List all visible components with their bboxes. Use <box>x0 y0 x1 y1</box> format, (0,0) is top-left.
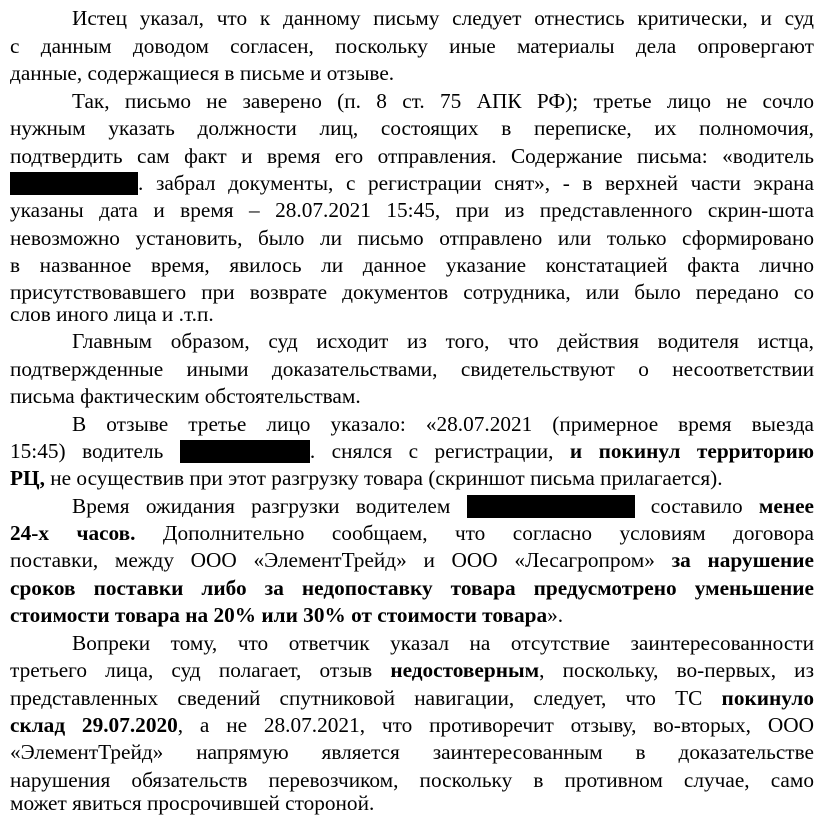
paragraph-5-line-4: сроков поставки либо за недопоставку товара предусмотрено уменьшение <box>10 576 814 600</box>
paragraph-6-line-3: представленных сведений спутниковой навигации, следует, что ТС покинуло <box>10 686 814 710</box>
paragraph-4-line-2: 15:45) водитель . снялся с регистрации, и покинул территорию <box>10 439 814 463</box>
paragraph-6-line-4: склад 29.07.2020, а не 28.07.2021, что противоречит отзыву, во-вторых, ООО <box>10 713 814 737</box>
paragraph-5-line-1: Время ожидания разгрузки водителем составило менее <box>72 494 814 518</box>
paragraph-2-line-6: невозможно установить, было ли письмо отправлено или только сформировано <box>10 226 814 250</box>
paragraph-6-line-7: может явиться просрочившей стороной. <box>10 791 375 815</box>
redacted-name-block <box>10 172 138 195</box>
paragraph-6-line-6: нарушения обязательств перевозчиком, поскольку в противном случае, само <box>10 768 814 792</box>
paragraph-5-line-2: 24-х часов. Дополнительно сообщаем, что согласно условиям договора <box>10 521 814 545</box>
paragraph-4-line-3: РЦ, не осуществив при этот разгрузку товара (скриншот письма прилагается). <box>10 466 723 490</box>
paragraph-2-line-1: Так, письмо не заверено (п. 8 ст. 75 АПК РФ); третье лицо не сочло <box>72 89 814 113</box>
redacted-name-block <box>467 495 635 518</box>
paragraph-6-line-2: третьего лица, суд полагает, отзыв недостоверным, поскольку, во-первых, из <box>10 658 814 682</box>
paragraph-1-line-1: Истец указал, что к данному письму следует отнестись критически, и суд <box>72 6 814 30</box>
paragraph-5-line-3: поставки, между ООО «ЭлементТрейд» и ООО «Лесагропром» за нарушение <box>10 548 815 572</box>
paragraph-6-line-5: «ЭлементТрейд» напрямую является заинтересованным в доказательстве <box>10 740 814 764</box>
paragraph-3-line-1: Главным образом, суд исходит из того, что действия водителя истца, <box>72 329 814 353</box>
paragraph-3-line-3: письма фактическим обстоятельствам. <box>10 384 361 408</box>
paragraph-3-line-2: подтвержденные иными доказательствами, свидетельствуют о несоответствии <box>10 357 814 381</box>
paragraph-2-line-2: нужным указать должности лиц, состоящих в переписке, их полномочия, <box>10 116 814 140</box>
paragraph-2-line-3: подтвердить сам факт и время его отправления. Содержание письма: «водитель <box>10 144 814 168</box>
redacted-name-block <box>180 440 310 463</box>
paragraph-2-line-5: указаны дата и время – 28.07.2021 15:45, при из представленного скрин-шота <box>10 198 814 222</box>
paragraph-2-line-8: присутствовавшего при возврате документов сотрудника, или было передано со <box>10 280 814 304</box>
paragraph-2-line-9: слов иного лица и .т.п. <box>10 302 214 326</box>
paragraph-1-line-2: с данным доводом согласен, поскольку иные материалы дела опровергают <box>10 34 814 58</box>
paragraph-2-line-7: в названное время, явилось ли данное указание констатацией факта лично <box>10 253 814 277</box>
paragraph-2-line-4: . забрал документы, с регистрации снят», - в верхней части экрана <box>10 170 814 196</box>
paragraph-5-line-5: стоимости товара на 20% или 30% от стоимости товара». <box>10 603 564 627</box>
paragraph-4-line-1: В отзыве третье лицо указало: «28.07.2021 (примерное время выезда <box>72 412 814 436</box>
paragraph-1-line-3: данные, содержащиеся в письме и отзыве. <box>10 61 395 85</box>
paragraph-6-line-1: Вопреки тому, что ответчик указал на отсутствие заинтересованности <box>72 631 814 655</box>
